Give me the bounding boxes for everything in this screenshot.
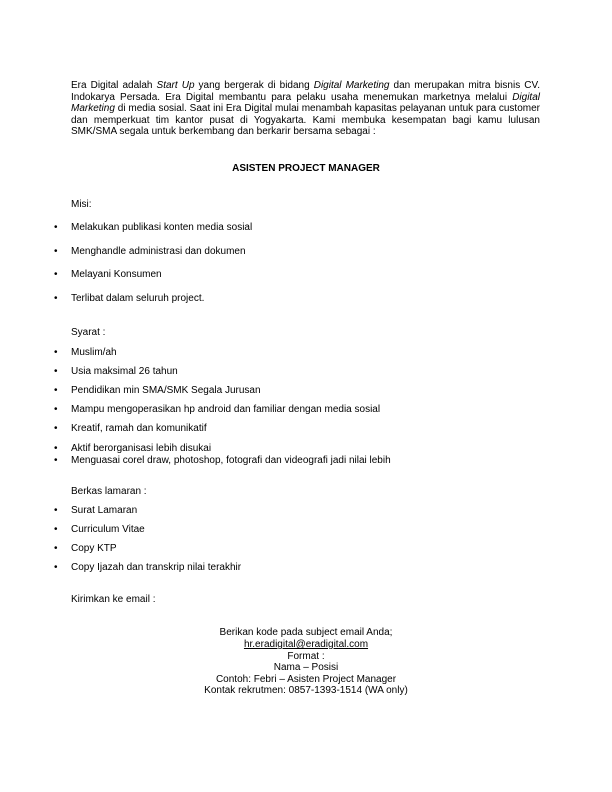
- syarat-item: Menguasai corel draw, photoshop, fotografi dan videografi jadi nilai lebih: [71, 455, 391, 466]
- syarat-item: Mampu mengoperasikan hp android dan familiar dengan media sosial: [71, 404, 381, 415]
- bullet-icon: •: [54, 222, 58, 233]
- email-link[interactable]: hr.eradigital@eradigital.com: [243, 639, 369, 650]
- contact-line: Kontak rekrutmen: 0857-1393-1514 (WA only): [204, 685, 408, 696]
- job-title: ASISTEN PROJECT MANAGER: [232, 163, 380, 174]
- syarat-item: Usia maksimal 26 tahun: [71, 366, 178, 377]
- bullet-icon: •: [54, 524, 58, 535]
- syarat-label: Syarat :: [71, 327, 106, 338]
- example-line: Contoh: Febri – Asisten Project Manager: [215, 674, 397, 685]
- berkas-label: Berkas lamaran :: [71, 486, 147, 497]
- bullet-icon: •: [54, 455, 58, 466]
- syarat-item: Pendidikan min SMA/SMK Segala Jurusan: [71, 385, 261, 396]
- kirim-label: Kirimkan ke email :: [71, 594, 156, 605]
- berkas-item: Copy Ijazah dan transkrip nilai terakhir: [71, 562, 242, 573]
- intro-emphasis: Digital Marketing: [313, 80, 390, 91]
- misi-item: Menghandle administrasi dan dokumen: [71, 246, 246, 257]
- bullet-icon: •: [54, 269, 58, 280]
- format-line: Nama – Posisi: [273, 662, 339, 673]
- syarat-item: Aktif berorganisasi lebih disukai: [71, 443, 212, 454]
- bullet-icon: •: [54, 366, 58, 377]
- email-link-row: [0, 639, 612, 650]
- bullet-icon: •: [54, 385, 58, 396]
- bullet-icon: •: [54, 505, 58, 516]
- misi-label: Misi:: [71, 199, 92, 210]
- intro-text: yang bergerak di bidang: [194, 80, 314, 91]
- berkas-item: Curriculum Vitae: [71, 524, 145, 535]
- berkas-item: Copy KTP: [71, 543, 117, 554]
- intro-paragraph: [71, 80, 540, 138]
- bullet-icon: •: [54, 543, 58, 554]
- format-label: Format :: [287, 651, 325, 662]
- syarat-item: Muslim/ah: [71, 347, 117, 358]
- intro-emphasis: Digital Marketing: [71, 91, 540, 115]
- misi-item: Melayani Konsumen: [71, 269, 162, 280]
- bullet-icon: •: [54, 293, 58, 304]
- berkas-item: Surat Lamaran: [71, 505, 138, 516]
- intro-text: dan merupakan mitra bisnis CV. Indokarya Persada. Era Digital membantu para pelaku usaha menemukan marketnya melalui: [71, 80, 540, 103]
- syarat-item: Kreatif, ramah dan komunikatif: [71, 423, 207, 434]
- misi-item: Melakukan publikasi konten media sosial: [71, 222, 253, 233]
- intro-text: Era Digital adalah: [71, 80, 157, 91]
- intro-emphasis: Start Up: [156, 80, 195, 91]
- intro-text: di media sosial. Saat ini Era Digital mulai menambah kapasitas pelayanan untuk para customer dan memperkuat tim kantor pusat di Yogyakarta. Kami membuka kesempatan bagi kamu lulusan SMK/SMA segala untuk berkembang dan berkarir bersama sebagai :: [71, 103, 540, 138]
- bullet-icon: •: [54, 404, 58, 415]
- bullet-icon: •: [54, 423, 58, 434]
- misi-item: Terlibat dalam seluruh project.: [71, 293, 205, 304]
- bullet-icon: •: [54, 562, 58, 573]
- bullet-icon: •: [54, 347, 58, 358]
- bullet-icon: •: [54, 443, 58, 454]
- bullet-icon: •: [54, 246, 58, 257]
- subject-instruction: Berikan kode pada subject email Anda;: [219, 627, 393, 638]
